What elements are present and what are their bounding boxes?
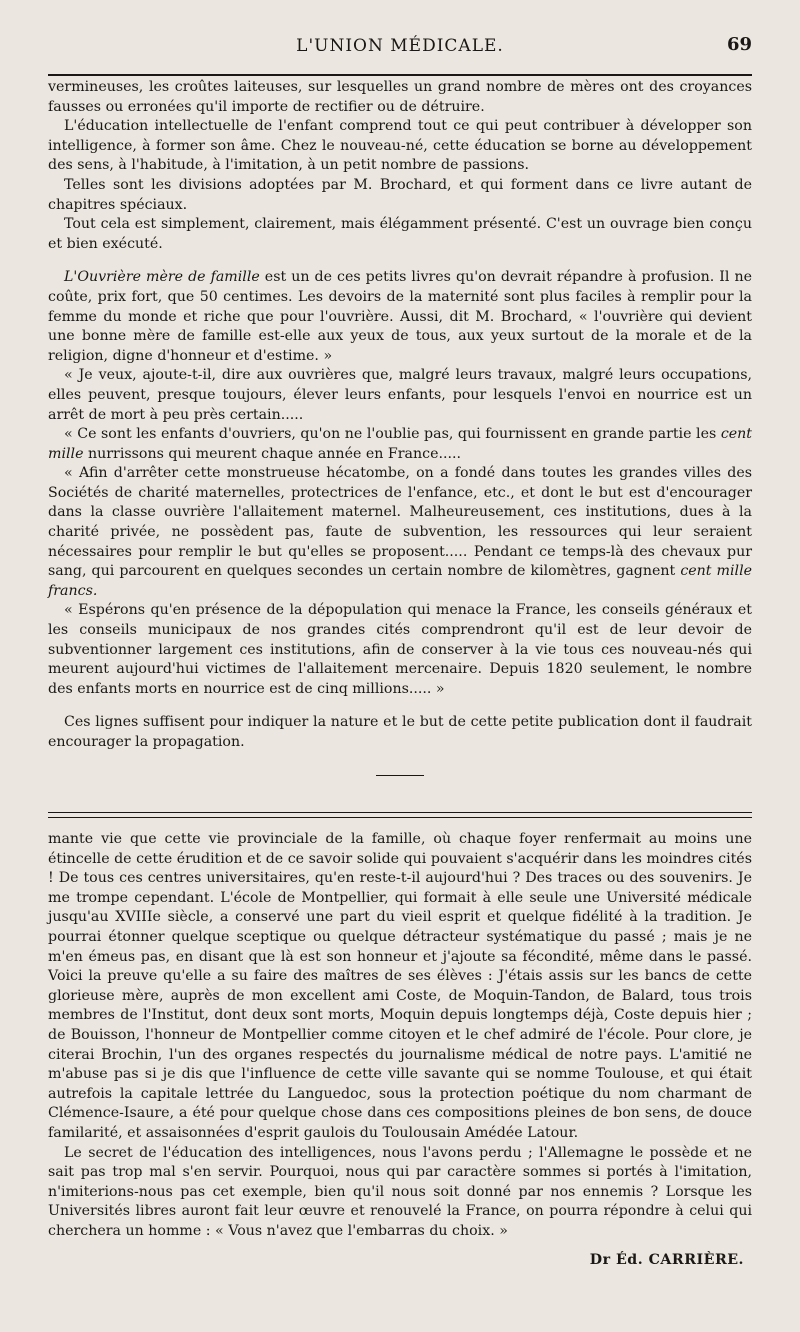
feuilleton-divider bbox=[48, 812, 752, 818]
review-paragraph: Telles sont les divisions adoptées par M. Brochard, et qui forment dans ce livre autant de chapitres spéciaux. bbox=[48, 176, 752, 213]
feuilleton-column bbox=[48, 830, 752, 1241]
review-paragraph: L'éducation intellectuelle de l'enfant comprend tout ce qui peut contribuer à développer son intelligence, à former son âme. Chez le nouveau-né, cette éducation se borne au développement des sens, à l'habitude, à l'imitation, à un petit nombre de passions. bbox=[48, 118, 752, 174]
feuilleton-paragraph: Le secret de l'éducation des intelligences, nous l'avons perdu ; l'Allemagne le possède et ne sait pas trop mal s'en servir. Pourquoi, nous qui par caractère sommes si portés à l'imitation, n'imiterions-nous pas cet exemple, bien qu'il nous soit donné par nos ennemis ? Lorsque les Universités libres auront fait leur œuvre et renouvelé la France, on pourra répondre à celui qui cherchera un homme : « Vous n'avez que l'embarras du choix. » bbox=[48, 1144, 752, 1239]
review-column bbox=[48, 78, 752, 753]
feuilleton-paragraph: mante vie que cette vie provinciale de la famille, où chaque foyer renfermait au moins une étincelle de cette érudition et de ce savoir solide qui pouvaient s'acquérir dans les moindres cités ! De tous ces centres universitaires, qu'en reste-t-il aujourd'hui ? Des traces ou des souvenirs. Je me trompe cependant. L'école de Montpellier, qui formait à elle seule une Université médicale jusqu'au XVIIIe siècle, a conservé une part du vieil esprit et quelque fidélité à la tradition. Je pourrai étonner quelque sceptique ou quelque détracteur systématique du passé ; mais je ne m'en émeus pas, en disant que là est son honneur et j'ajoute sa fécondité, même dans le passé. Voici la preuve qu'elle a su faire des maîtres de ses élèves : J'étais assis sur les bancs de cette glorieuse mère, auprès de mon excellent ami Coste, de Moquin-Tandon, de Balard, tous trois membres de l'Institut, dont deux sont morts, Moquin depuis longtemps déjà, Coste depuis hier ; de Bouisson, l'honneur de Montpellier comme citoyen et le chef admiré de l'école. Pour clore, je citerai Brochin, l'un des organes respectés du journalisme médical de notre pays. L'amitié ne m'abuse pas si je dis que l'influence de cette ville savante qui se nomme Toulouse, et qui était autrefois la capitale lettrée du Languedoc, sous la protection poétique du nom charmant de Clémence-Isaure, a été pour quelque chose dans ces compositions pleines de bon sens, de douce familarité, et assaisonnées d'esprit gaulois du Toulousain Amédée Latour. bbox=[48, 831, 752, 1141]
review-paragraph: Ces lignes suffisent pour indiquer la nature et le but de cette petite publication dont il faudrait encourager la propagation. bbox=[48, 714, 752, 750]
review-paragraph: vermineuses, les croûtes laiteuses, sur lesquelles un grand nombre de mères ont des croyances fausses ou erronées qu'il importe de rectifier ou de détruire. bbox=[48, 79, 752, 115]
review-text: nurrissons qui meurent chaque année en France..... bbox=[83, 445, 462, 462]
review-paragraph bbox=[48, 268, 752, 366]
emphasis: cent mille francs. bbox=[48, 563, 753, 599]
section-divider bbox=[376, 775, 424, 776]
review-paragraph: « Je veux, ajoute-t-il, dire aux ouvrières que, malgré leurs travaux, malgré leurs occupations, elles peuvent, presque toujours, élever leurs enfants, pour lesquels l'envoi en nourrice est un arrêt de mort à peu près certain..... bbox=[48, 367, 752, 423]
review-paragraph bbox=[48, 425, 752, 464]
running-title: L'UNION MÉDICALE. bbox=[296, 36, 504, 56]
review-paragraph: Tout cela est simplement, clairement, mais élégamment présenté. C'est un ouvrage bien conçu et bien exécuté. bbox=[48, 216, 752, 252]
author-signature: Dr Éd. CARRIÈRE. bbox=[589, 1252, 744, 1268]
review-text: « Ce sont les enfants d'ouvriers, qu'on ne l'oublie pas, qui fournissent en grande partie les bbox=[64, 426, 721, 443]
review-text: est un de ces petits livres qu'on devrait répandre à profusion. Il ne coûte, prix fort, que 50 centimes. Les devoirs de la maternité sont plus faciles à remplir pour la femme du monde et riche que pour l'ouvrière. Aussi, dit M. Brochard, « l'ouvrière qui devient une bonne mère de famille est-elle aux yeux de tous, aux yeux surtout de la morale et de la religion, digne d'honneur et d'estime. » bbox=[48, 269, 752, 364]
review-paragraph bbox=[48, 464, 752, 601]
review-text: « Afin d'arrêter cette monstrueuse hécatombe, on a fondé dans toutes les grandes villes des Sociétés de charité maternelles, protectrices de l'enfance, etc., et dont le but est d'encourager dans la classe ouvrière l'allaitement maternel. Malheureusement, ces institutions, dues à la charité privée, ne possèdent pas, faute de subvention, les ressources qui leur seraient nécessaires pour remplir le but qu'elles se proposent..... Pendant ce temps-là des chevaux pur sang, qui parcourent en quelques secondes un certain nombre de kilomètres, gagnent bbox=[48, 465, 752, 580]
header-rule bbox=[48, 74, 752, 76]
running-head bbox=[48, 30, 752, 62]
page-number: 69 bbox=[726, 34, 752, 55]
emphasis: cent mille bbox=[48, 426, 752, 462]
book-title: L'Ouvrière mère de famille bbox=[64, 269, 260, 286]
review-paragraph: « Espérons qu'en présence de la dépopulation qui menace la France, les conseils généraux et les conseils municipaux de nos grandes cités comprendront qu'il est de leur devoir de subventionner largement ces institutions, afin de conserver à la vie tous ces nouveau-nés qui meurent aujourd'hui victimes de l'allaitement mercenaire. Depuis 1820 seulement, le nombre des enfants morts en nourrice est de cinq millions..... » bbox=[48, 602, 752, 697]
